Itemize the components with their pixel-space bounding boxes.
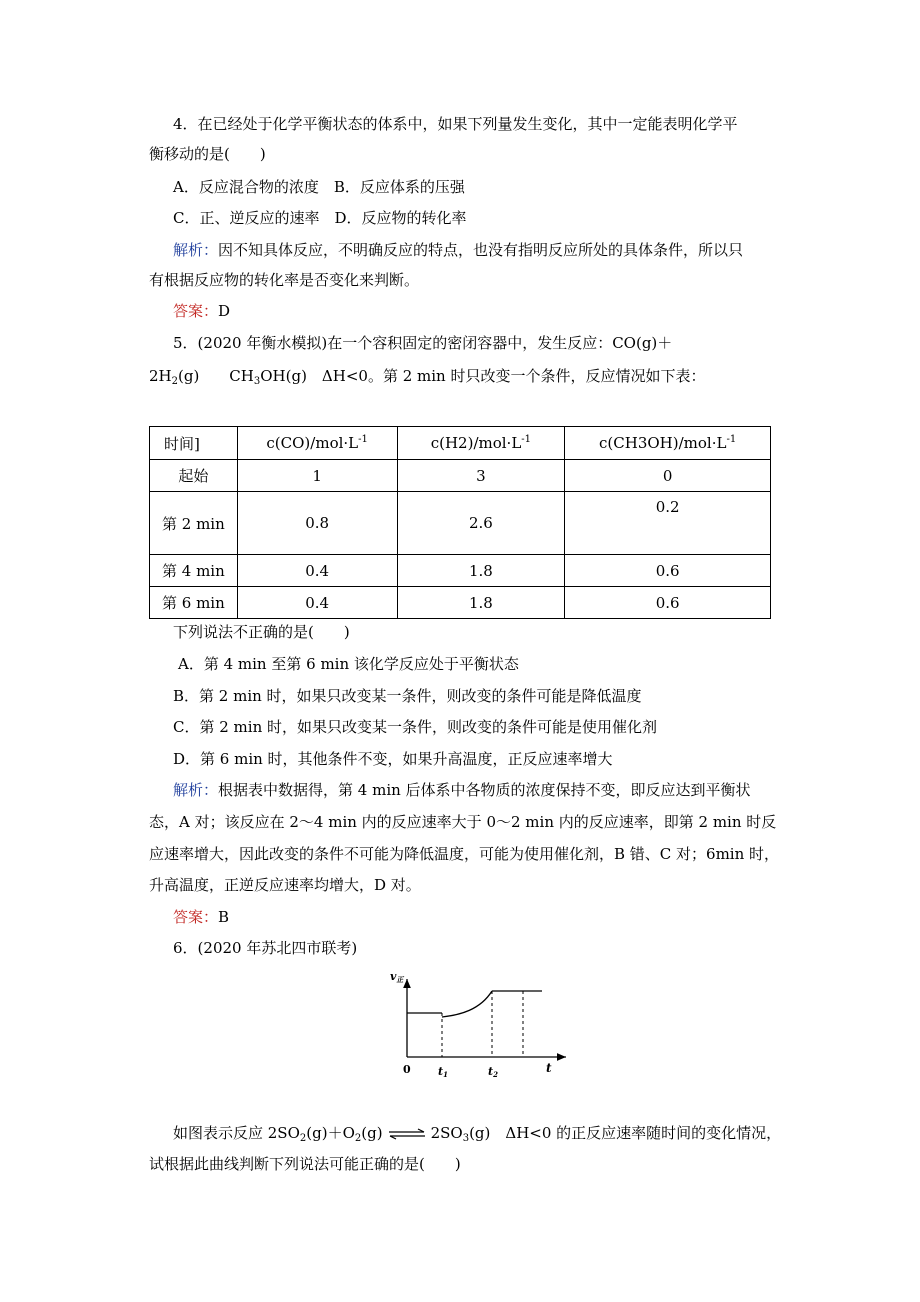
table-cell: 0.2 (565, 492, 771, 555)
table-cell: 1 (237, 460, 397, 492)
q5-stem-line1: 5．(2020 年衡水模拟)在一个容积固定的密闭容器中，发生反应：CO(g)＋ (173, 334, 673, 352)
q6-text-line2: 试根据此曲线判断下列说法可能正确的是( ) (149, 1155, 461, 1173)
q5-option-d: D．第 6 min 时，其他条件不变，如果升高温度，正反应速率增大 (173, 750, 613, 768)
analysis-label: 解析： (173, 241, 219, 259)
x-axis-label: t (546, 1061, 552, 1075)
q4-analysis-text: 因不知具体反应，不明确反应的特点，也没有指明反应所处的具体条件，所以只 (218, 241, 744, 259)
q5-option-c: C．第 2 min 时，如果只改变某一条件，则改变的条件可能是使用催化剂 (173, 718, 658, 736)
table-cell: 2.6 (397, 492, 565, 555)
table-cell: 第 6 min (150, 587, 238, 619)
answer-label: 答案： (173, 302, 219, 320)
q4-answer (173, 301, 230, 321)
table-cell: 3 (397, 460, 565, 492)
answer-label: 答案： (173, 908, 219, 926)
q5-option-b: B．第 2 min 时，如果只改变某一条件，则改变的条件可能是降低温度 (173, 687, 642, 705)
table-row (150, 460, 771, 492)
table-header-row (150, 427, 771, 460)
table-cell: 起始 (150, 460, 238, 492)
equilibrium-arrow-icon (387, 1128, 427, 1140)
q4-stem-line1: 4．在已经处于化学平衡状态的体系中，如果下列量发生变化，其中一定能表明化学平 (173, 115, 738, 133)
q6-stem: 6．(2020 年苏北四市联考) (173, 939, 358, 957)
analysis-label: 解析： (173, 781, 219, 799)
table-cell: 第 4 min (150, 555, 238, 587)
rate-time-graph (380, 965, 580, 1080)
q5-analysis-line3: 应速率增大，因此改变的条件不可能为降低温度，可能为使用催化剂，B 错、C 对；6min 时， (149, 845, 780, 863)
q5-analysis-line4: 升高温度，正逆反应速率均增大，D 对。 (149, 876, 421, 894)
t1-label: t1 (438, 1065, 448, 1079)
table-row (150, 555, 771, 587)
table-header-cell: $c(CO)/mol\cdot L^{-1}$ (237, 427, 397, 460)
table-header-cell: $c(H2)/mol\cdot L^{-1}$ (397, 427, 565, 460)
table-cell: 1.8 (397, 587, 565, 619)
q4-answer-value: D (218, 302, 231, 320)
q5-analysis-line2: 态，A 对；该反应在 2～4 min 内的反应速率大于 0～2 min 内的反应速率，即第 2 min 时反 (149, 813, 777, 831)
q4-analysis-line2: 有根据反应物的转化率是否变化来判断。 (149, 271, 420, 289)
rate-curve-rising (442, 991, 492, 1017)
table-cell: 第 2 min (150, 492, 238, 555)
table-cell: 0 (565, 460, 771, 492)
q5-answer (173, 907, 229, 927)
table-row (150, 492, 771, 555)
y-axis-label: v正 (390, 970, 404, 984)
table-cell: 0.8 (237, 492, 397, 555)
concentration-table (149, 426, 771, 619)
table-row (150, 587, 771, 619)
q4-analysis (173, 240, 743, 260)
q5-stem-line2: $2H_2(g)$ $CH_3OH(g)$ ΔH<0。第 2 min 时只改变一个条件，反应情况如下表： (149, 367, 706, 387)
table-header-cell: $c(CH3OH)/mol\cdot L^{-1}$ (565, 427, 771, 460)
table-cell: 0.6 (565, 555, 771, 587)
origin-label: 0 (403, 1063, 411, 1076)
q5-question: 下列说法不正确的是( ) (173, 623, 350, 641)
q4-stem-line2: 衡移动的是( ) (149, 145, 266, 163)
table-cell: 0.6 (565, 587, 771, 619)
q5-analysis (173, 780, 751, 800)
q5-answer-value: B (218, 908, 230, 926)
q5-option-a: A．第 4 min 至第 6 min 该化学反应处于平衡状态 (178, 655, 519, 673)
table-header-cell: 时间] (150, 427, 238, 460)
table-cell: 0.4 (237, 555, 397, 587)
table-cell: 1.8 (397, 555, 565, 587)
table-cell: 0.4 (237, 587, 397, 619)
q4-options-line2: C．正、逆反应的速率 D．反应物的转化率 (173, 209, 467, 227)
t2-label: t2 (488, 1065, 498, 1079)
q5-analysis-text: 根据表中数据得，第 4 min 后体系中各物质的浓度保持不变，即反应达到平衡状 (218, 781, 751, 799)
q4-options-line1: A．反应混合物的浓度 B．反应体系的压强 (173, 178, 465, 196)
q6-text-line1: 如图表示反应 $2SO_2(g)+O_2(g)$ $2SO_3(g)$ ΔH<0 的正反应速率随时间的变化情况， (173, 1124, 782, 1144)
